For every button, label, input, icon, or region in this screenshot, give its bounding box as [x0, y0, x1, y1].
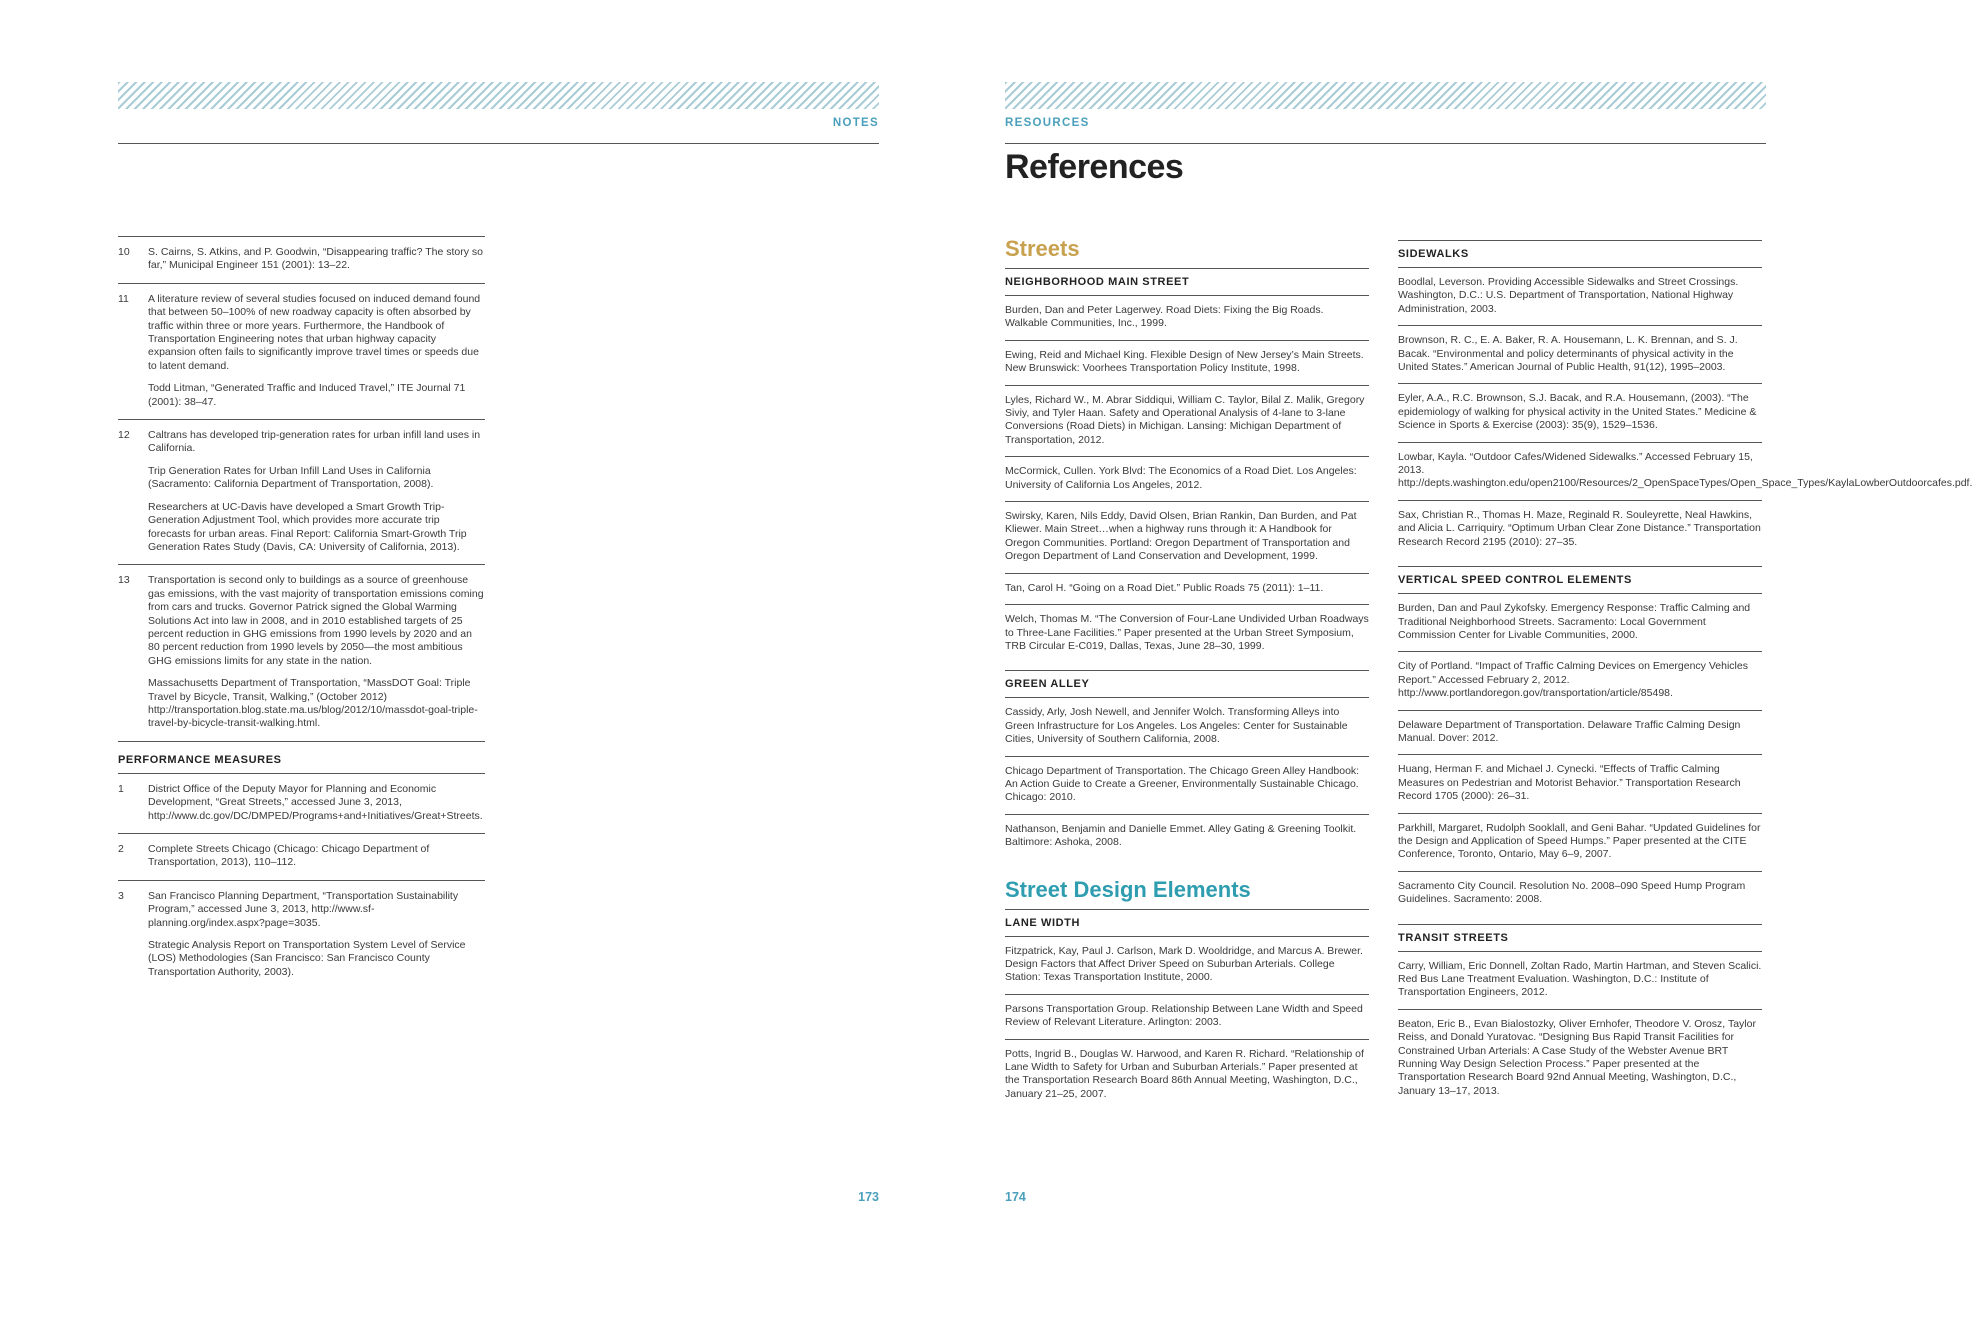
note-text: Todd Litman, “Generated Traffic and Induced Travel,” ITE Journal 71 (2001): 38–47. [148, 382, 466, 408]
note-text: Complete Streets Chicago (Chicago: Chicago Department of Transportation, 2013), 110–112. [148, 843, 430, 869]
vertical-speed-refs [1398, 594, 1762, 916]
streets-group-title: Streets [1005, 236, 1080, 261]
reference-entry: Burden, Dan and Peter Lagerwey. Road Diets: Fixing the Big Roads. Walkable Communities, Inc., 1999. [1005, 296, 1369, 341]
note-number: 10 [118, 246, 130, 258]
reference-entry: Lowbar, Kayla. “Outdoor Cafes/Widened Sidewalks.” Accessed February 15, 2013. http://depts.washington.edu/open2100/Resources/2_OpenSpaceTypes/Open_Space_Types/KaylaLowberOutdoorcafes.pdf. [1398, 443, 1762, 501]
lane-width-refs [1005, 937, 1369, 1111]
note-text: Strategic Analysis Report on Transportation System Level of Service (LOS) Methodologies (San Francisco: San Francisco County Transportation Authority, 2003). [148, 939, 466, 978]
reference-entry: Lyles, Richard W., M. Abrar Siddiqui, William C. Taylor, Bilal Z. Malik, Gregory Siviy, and Tyler Haan. Safety and Operational Analysis of 4-lane to 3-lane Conversions (Road Diets) in Michigan. Lansing: Michigan Department of Transportation, 2012. [1005, 386, 1369, 458]
notes-column [118, 236, 485, 989]
note-number: 11 [118, 292, 129, 305]
reference-entry: Burden, Dan and Paul Zykofsky. Emergency Response: Traffic Calming and Traditional Neighborhood Streets. Sacramento: Local Government Commission Center for Livable Communities, 2000. [1398, 594, 1762, 652]
reference-entry: Carry, William, Eric Donnell, Zoltan Rado, Martin Hartman, and Steven Scalici. Red Bus Lane Treatment Evaluation. Washington, D.C.: Institute of Transportation Engineers, 2012. [1398, 952, 1762, 1010]
note-number: 13 [118, 574, 130, 587]
page-title: References [1005, 148, 1184, 186]
header-rule [1005, 143, 1766, 144]
note-item [118, 774, 485, 834]
reference-entry: Ewing, Reid and Michael King. Flexible Design of New Jersey’s Main Streets. New Brunswick: Voorhees Transportation Policy Institute, 1998. [1005, 341, 1369, 386]
reference-entry: Chicago Department of Transportation. The Chicago Green Alley Handbook: An Action Guide to Create a Greener, Environmentally Sustainable Chicago. Chicago: 2010. [1005, 757, 1369, 815]
note-number: 2 [118, 843, 124, 855]
reference-entry: Nathanson, Benjamin and Danielle Emmet. Alley Gating & Greening Toolkit. Baltimore: Ashoka, 2008. [1005, 822, 1357, 849]
note-text: A literature review of several studies focused on induced demand found that between 50–100% of new roadway capacity is often absorbed by traffic within three or more years. Furthermore, the Handbook of Transportation Engineering notes that urban highway capacity expansion often fails to significantly improve travel times or speeds due to latent demand. [148, 292, 481, 372]
note-text: District Office of the Deputy Mayor for Planning and Economic Development, “Great Streets,” accessed June 3, 2013, http://www.dc.gov/DC/DMPED/Programs+and+Initiatives/Great+Streets. [148, 782, 483, 822]
section-label-resources: RESOURCES [1005, 117, 1090, 129]
reference-entry: Beaton, Eric B., Evan Bialostozky, Oliver Ernhofer, Theodore V. Orosz, Taylor Reiss, and Donald Yuratovac. “Designing Bus Rapid Transit Facilities for Constrained Urban Arterials: A Case Study of the Webster Avenue BRT Running Way Design Selection Process.” Paper presented at the Transportation Research Board 92nd Annual Meeting, Washington, D.C., January 13–17, 2013. [1398, 1017, 1756, 1097]
page-number: 174 [1005, 1190, 1026, 1204]
note-item [118, 834, 485, 881]
neighborhood-refs [1005, 296, 1369, 662]
note-text: Researchers at UC-Davis have developed a Smart Growth Trip-Generation Adjustment Tool, which provides more accurate trip forecasts for urban areas. Final Report: California Smart-Growth Trip Generation Rates Study (Davis, CA: University of California, 2013). [148, 500, 467, 553]
reference-entry: Potts, Ingrid B., Douglas W. Harwood, and Karen R. Richard. “Relationship of Lane Width to Safety for Urban and Suburban Arterials.” Paper presented at the Transportation Research Board 86th Annual Meeting, Washington, D.C., January 21–25, 2007. [1005, 1047, 1364, 1100]
references-column-2 [1398, 240, 1972, 1115]
note-item [118, 565, 485, 741]
note-text: Caltrans has developed trip-generation rates for urban infill land uses in California. [148, 429, 481, 455]
header-rule [118, 143, 879, 144]
street-design-elements-title: Street Design Elements [1005, 876, 1251, 902]
reference-entry: Delaware Department of Transportation. Delaware Traffic Calming Design Manual. Dover: 2012. [1398, 711, 1762, 756]
reference-entry: City of Portland. “Impact of Traffic Calming Devices on Emergency Vehicles Report.” Accessed February 2, 2012. http://www.portlandoregon.gov/transportation/article/85498. [1398, 652, 1762, 710]
reference-entry: Huang, Herman F. and Michael J. Cynecki. “Effects of Traffic Calming Measures on Pedestrian and Motorist Behavior.” Transportation Research Record 1705 (2000): 26–31. [1398, 755, 1762, 813]
note-item [118, 881, 485, 989]
section-label-notes: NOTES [832, 117, 879, 129]
green-alley-refs [1005, 698, 1369, 858]
reference-entry: Eyler, A.A., R.C. Brownson, S.J. Bacak, and R.A. Housemann, (2003). “The epidemiology of walking for physical activity in the United States.” Medicine & Science in Sports & Exercise (2003): 35(9), 1529–1536. [1398, 384, 1762, 442]
lane-width-heading: LANE WIDTH [1005, 909, 1369, 937]
reference-entry: Brownson, R. C., E. A. Baker, R. A. Housemann, L. K. Brennan, and S. J. Bacak. “Environmental and policy determinants of physical activity in the United States.” American Journal of Public Health, 91(12), 1995–2003. [1398, 326, 1762, 384]
note-text: Massachusetts Department of Transportation, “MassDOT Goal: Triple Travel by Bicycle, Transit, Walking,” (October 2012) http://transportation.blog.state.ma.us/blog/2012/10/massdot-goal-triple-travel-by-bicycle-transit-walking.html. [148, 677, 478, 730]
note-item [118, 420, 485, 565]
header-hatch-band [1005, 82, 1766, 109]
reference-entry: Boodlal, Leverson. Providing Accessible Sidewalks and Street Crossings. Washington, D.C.: U.S. Department of Transportation, National Highway Administration, 2003. [1398, 268, 1762, 326]
note-text: San Francisco Planning Department, “Transportation Sustainability Program,” accessed June 3, 2013, http://www.sf-planning.org/index.aspx?page=3035. [148, 889, 459, 929]
transit-streets-refs [1398, 952, 1762, 1108]
reference-entry: Cassidy, Arly, Josh Newell, and Jennifer Wolch. Transforming Alleys into Green Infrastructure for Los Angeles. Los Angeles: Center for Sustainable Cities, University of Southern California, 2008. [1005, 698, 1369, 756]
reference-entry: Welch, Thomas M. “The Conversion of Four-Lane Undivided Urban Roadways to Three-Lane Facilities.” Paper presented at the Urban Street Symposium, TRB Circular E-C019, Dallas, Texas, June 28–30, 1999. [1005, 613, 1369, 652]
performance-measures-heading: PERFORMANCE MEASURES [118, 742, 485, 774]
references-column-1 [1005, 234, 1369, 1118]
left-page [0, 0, 935, 1323]
reference-entry: Sacramento City Council. Resolution No. 2008–090 Speed Hump Program Guidelines. Sacramento: 2008. [1398, 879, 1746, 906]
page-number: 173 [858, 1190, 879, 1204]
reference-entry: Parsons Transportation Group. Relationship Between Lane Width and Speed Review of Relevant Literature. Arlington: 2003. [1005, 995, 1369, 1040]
note-number: 3 [118, 889, 124, 902]
vertical-speed-control-heading: VERTICAL SPEED CONTROL ELEMENTS [1398, 566, 1762, 594]
green-alley-heading: GREEN ALLEY [1005, 670, 1369, 698]
header-hatch-band [118, 82, 879, 109]
reference-entry: Sax, Christian R., Thomas H. Maze, Reginald R. Souleyrette, Neal Hawkins, and Alicia L. Carriquiry. “Optimum Urban Clear Zone Distance.” Transportation Research Record 2195 (2010): 27–35. [1398, 508, 1761, 548]
sidewalks-heading: SIDEWALKS [1398, 240, 1762, 268]
neighborhood-main-street-heading: NEIGHBORHOOD MAIN STREET [1005, 268, 1369, 296]
reference-entry: Parkhill, Margaret, Rudolph Sooklall, and Geni Bahar. “Updated Guidelines for the Design and Application of Speed Humps.” Paper presented at the CITE Conference, Toronto, Ontario, May 6–9, 2007. [1398, 814, 1762, 872]
reference-entry: Fitzpatrick, Kay, Paul J. Carlson, Mark D. Wooldridge, and Marcus A. Brewer. Design Factors that Affect Driver Speed on Suburban Arterials. College Station: Texas Transportation Institute, 2000. [1005, 937, 1369, 995]
note-number: 12 [118, 429, 130, 442]
note-number: 1 [118, 782, 124, 795]
note-text: Trip Generation Rates for Urban Infill Land Uses in California (Sacramento: California Department of Transportation, 2008). [148, 464, 434, 491]
note-text: Transportation is second only to buildings as a source of greenhouse gas emissions, with the vast majority of transportation emissions coming from cars and trucks. Governor Patrick signed the Global Warming Solutions Act into law in 2008, and in 2010 established targets of 25 percent reduction in GHG emissions from 1990 levels by 2020 and an 80 percent reduction from 1990 levels by 2050—the most ambitious GHG emissions limits for any state in the nation. [148, 574, 484, 667]
right-page [935, 0, 1972, 1323]
note-item [118, 236, 485, 284]
transit-streets-heading: TRANSIT STREETS [1398, 924, 1762, 952]
reference-entry: Tan, Carol H. “Going on a Road Diet.” Public Roads 75 (2011): 1–11. [1005, 574, 1369, 605]
sidewalks-refs [1398, 268, 1972, 558]
note-text: S. Cairns, S. Atkins, and P. Goodwin, “Disappearing traffic? The story so far,” Municipal Engineer 151 (2001): 13–22. [148, 246, 484, 272]
reference-entry: Swirsky, Karen, Nils Eddy, David Olsen, Brian Rankin, Dan Burden, and Pat Kliewer. Main Street…when a highway runs through it: A Handbook for Oregon Communities. Portland: Oregon Department of Transportation and Oregon Department of Land Conservation and Development, 1999. [1005, 502, 1369, 574]
note-item [118, 284, 485, 420]
reference-entry: McCormick, Cullen. York Blvd: The Economics of a Road Diet. Los Angeles: University of California Los Angeles, 2012. [1005, 457, 1369, 502]
